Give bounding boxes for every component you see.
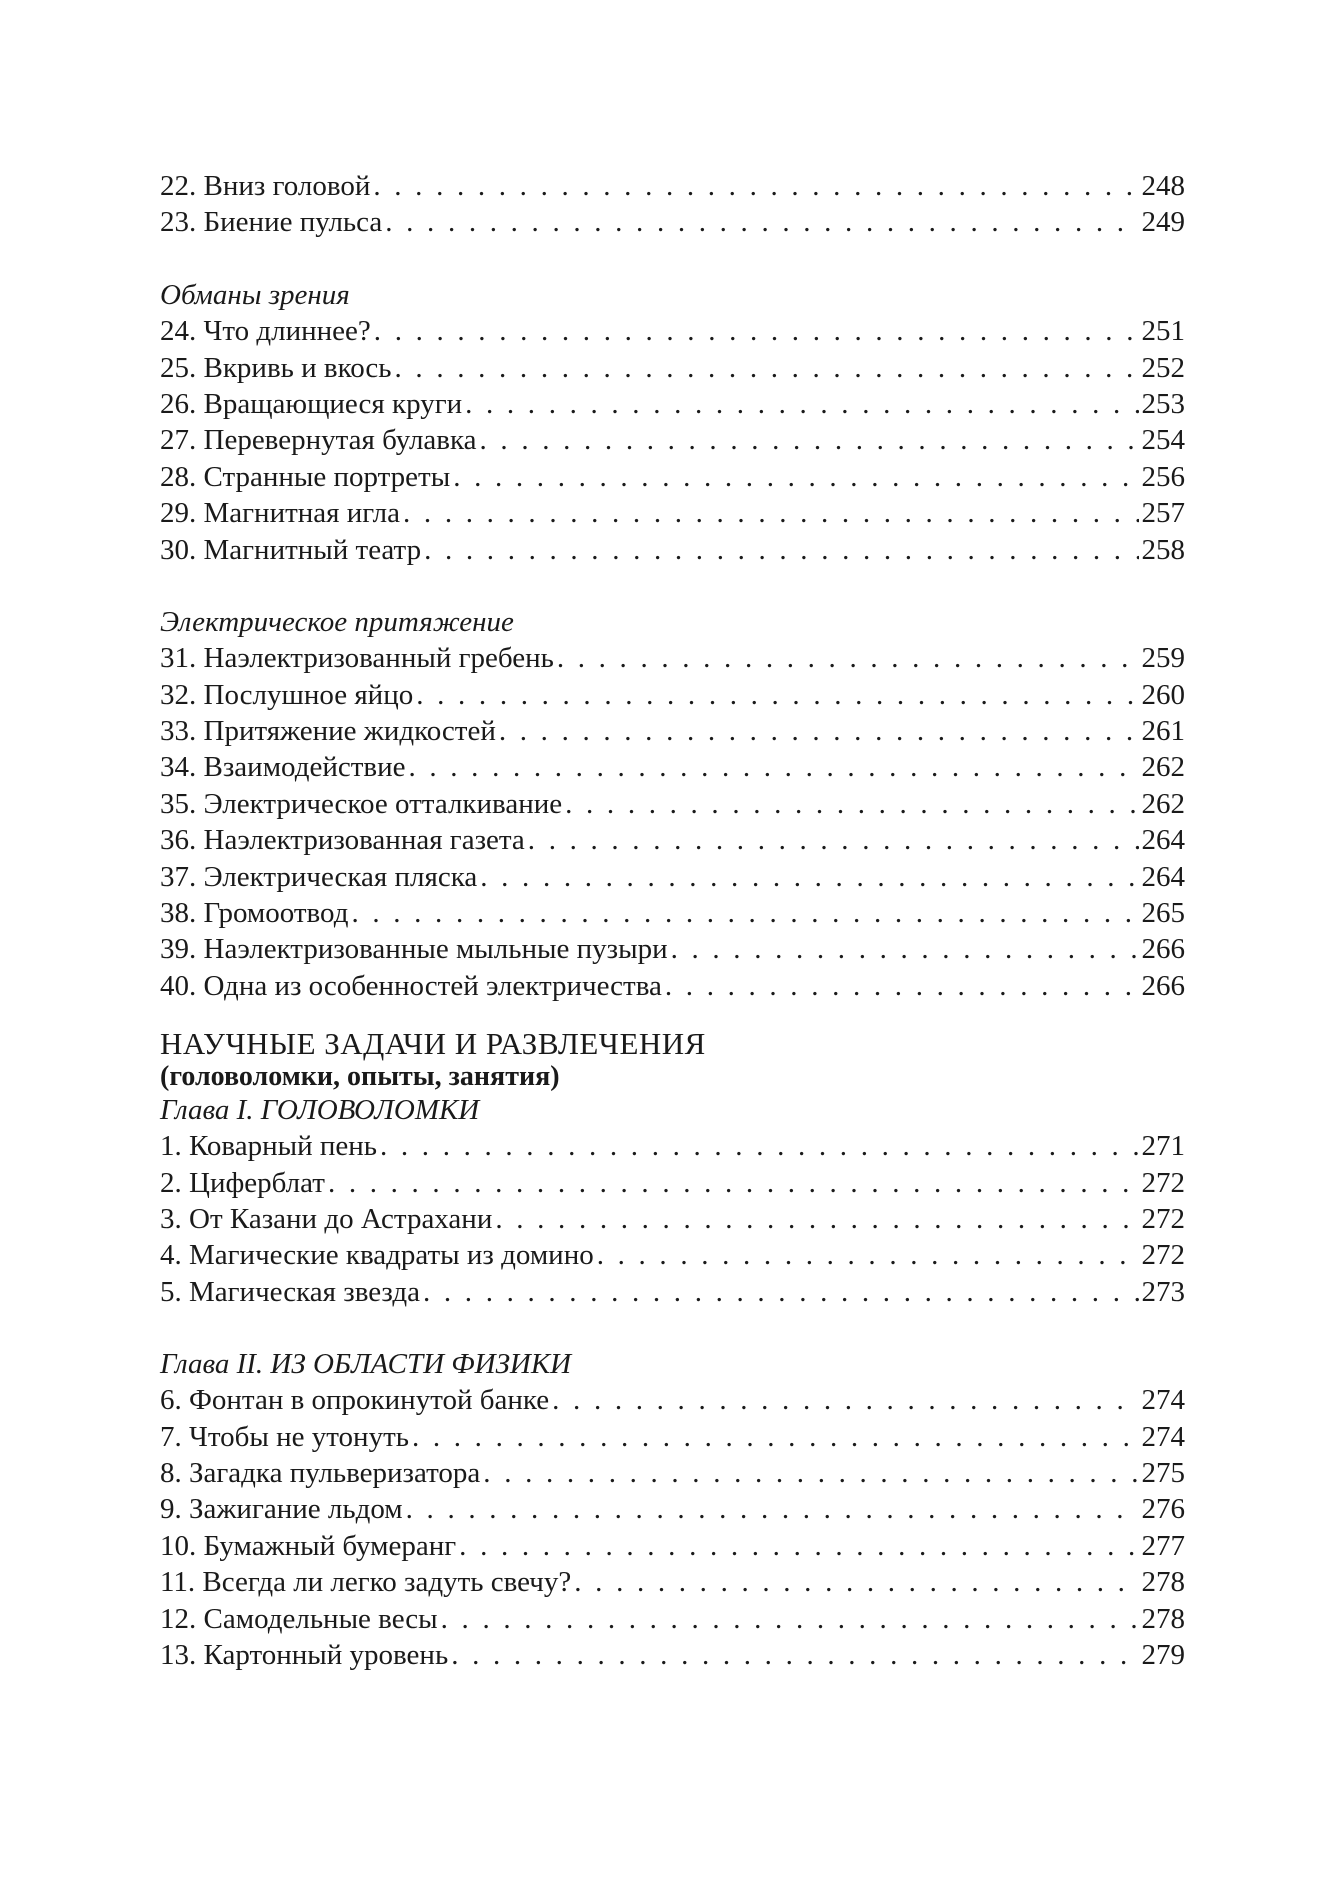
toc-entry[interactable] bbox=[160, 1382, 1185, 1418]
dot-leader bbox=[483, 1455, 1138, 1491]
toc-entry-page: 254 bbox=[1141, 424, 1185, 457]
toc-entry[interactable] bbox=[160, 1128, 1185, 1164]
toc-entry-page: 264 bbox=[1141, 824, 1185, 857]
toc-entry-page: 249 bbox=[1141, 206, 1185, 239]
dot-leader bbox=[465, 386, 1138, 422]
toc-entry-title: 40. Одна из особенностей электричества bbox=[160, 969, 662, 1002]
dot-leader bbox=[552, 1382, 1138, 1418]
toc-entry-page: 276 bbox=[1141, 1493, 1185, 1526]
toc-entry[interactable] bbox=[160, 204, 1185, 240]
dot-leader bbox=[351, 895, 1138, 931]
toc-chapter-2 bbox=[160, 1346, 1185, 1673]
toc-entry-title: 34. Взаимодействие bbox=[160, 751, 406, 784]
toc-entry-page: 278 bbox=[1141, 1566, 1185, 1599]
toc-entry-title: 1. Коварный пень bbox=[160, 1130, 377, 1163]
toc-entry[interactable] bbox=[160, 1419, 1185, 1455]
chapter-heading: Глава I. ГОЛОВОЛОМКИ bbox=[160, 1094, 480, 1127]
table-of-contents bbox=[160, 168, 1185, 1673]
toc-group-electric-attraction bbox=[160, 604, 1185, 1004]
toc-entry-title: 5. Магическая звезда bbox=[160, 1275, 420, 1308]
toc-entry-page: 272 bbox=[1141, 1239, 1185, 1272]
toc-entry-title: 13. Картонный уровень bbox=[160, 1638, 449, 1671]
toc-entry[interactable] bbox=[160, 1637, 1185, 1673]
toc-entry-title: 22. Вниз головой bbox=[160, 170, 371, 202]
dot-leader bbox=[395, 350, 1139, 386]
toc-entry-title: 7. Чтобы не утонуть bbox=[160, 1420, 409, 1453]
toc-entry[interactable] bbox=[160, 1455, 1185, 1491]
toc-entry[interactable] bbox=[160, 1528, 1185, 1564]
dot-leader bbox=[557, 640, 1139, 676]
dot-leader bbox=[480, 859, 1138, 895]
dot-leader bbox=[385, 204, 1138, 240]
dot-leader bbox=[459, 1528, 1138, 1564]
toc-entry-title: 35. Электрическое отталкивание bbox=[160, 787, 563, 820]
toc-entry[interactable] bbox=[160, 931, 1185, 967]
toc-part-header bbox=[160, 1026, 1185, 1092]
toc-entry-title: 37. Электрическая пляска bbox=[160, 860, 478, 893]
spacer bbox=[160, 241, 1185, 277]
toc-entry-title: 28. Странные портреты bbox=[160, 460, 451, 493]
toc-entry[interactable] bbox=[160, 313, 1185, 349]
section-heading: Электрическое притяжение bbox=[160, 605, 514, 638]
toc-entry[interactable] bbox=[160, 895, 1185, 931]
dot-leader bbox=[403, 495, 1138, 531]
toc-entry-page: 277 bbox=[1141, 1529, 1185, 1562]
dot-leader bbox=[451, 1637, 1138, 1673]
toc-entry-page: 274 bbox=[1141, 1384, 1185, 1417]
toc-entry-page: 260 bbox=[1141, 678, 1185, 711]
toc-entry-title: 8. Загадка пульверизатора bbox=[160, 1456, 481, 1489]
toc-entry[interactable] bbox=[160, 1564, 1185, 1600]
toc-entry[interactable] bbox=[160, 1491, 1185, 1527]
part-title: НАУЧНЫЕ ЗАДАЧИ И РАЗВЛЕЧЕНИЯ bbox=[160, 1026, 706, 1062]
toc-entry[interactable] bbox=[160, 1601, 1185, 1637]
section-heading: Обманы зрения bbox=[160, 278, 350, 311]
toc-entry-title: 36. Наэлектризованная газета bbox=[160, 824, 525, 857]
spacer bbox=[160, 568, 1185, 604]
toc-entry-page: 272 bbox=[1141, 1166, 1185, 1199]
toc-entry-title: 4. Магические квадраты из домино bbox=[160, 1239, 594, 1272]
toc-entry-title: 33. Притяжение жидкостей bbox=[160, 715, 496, 748]
toc-entry-title: 2. Циферблат bbox=[160, 1166, 325, 1199]
toc-entry-page: 266 bbox=[1141, 933, 1185, 966]
dot-leader bbox=[374, 313, 1139, 349]
toc-entry-page: 259 bbox=[1141, 642, 1185, 675]
toc-entry-page: 253 bbox=[1141, 387, 1185, 420]
toc-entry[interactable] bbox=[160, 422, 1185, 458]
toc-entry-title: 12. Самодельные весы bbox=[160, 1602, 438, 1635]
spacer bbox=[160, 1310, 1185, 1346]
dot-leader bbox=[480, 422, 1139, 458]
toc-entry[interactable] bbox=[160, 677, 1185, 713]
toc-entry-page: 265 bbox=[1141, 897, 1185, 930]
dot-leader bbox=[441, 1601, 1139, 1637]
toc-entry[interactable] bbox=[160, 640, 1185, 676]
spacer bbox=[160, 1004, 1185, 1026]
toc-entry-page: 262 bbox=[1141, 787, 1185, 820]
toc-entry-page: 252 bbox=[1141, 351, 1185, 384]
dot-leader bbox=[423, 1274, 1139, 1310]
toc-entry-title: 11. Всегда ли легко задуть свечу? bbox=[160, 1566, 572, 1599]
toc-entry-page: 273 bbox=[1141, 1275, 1185, 1308]
toc-entry[interactable] bbox=[160, 1165, 1185, 1201]
toc-entry-page: 279 bbox=[1141, 1638, 1185, 1671]
toc-entry-title: 31. Наэлектризованный гребень bbox=[160, 642, 554, 675]
dot-leader bbox=[453, 459, 1138, 495]
toc-entry-page: 266 bbox=[1141, 969, 1185, 1002]
toc-entry-title: 27. Перевернутая булавка bbox=[160, 424, 477, 457]
dot-leader bbox=[406, 1491, 1139, 1527]
toc-group-physiology bbox=[160, 168, 1185, 241]
toc-entry[interactable] bbox=[160, 859, 1185, 895]
toc-entry-title: 29. Магнитная игла bbox=[160, 497, 401, 530]
dot-leader bbox=[416, 677, 1138, 713]
toc-entry-page: 278 bbox=[1141, 1602, 1185, 1635]
toc-entry-title: 26. Вращающиеся круги bbox=[160, 387, 463, 420]
toc-entry-title: 6. Фонтан в опрокинутой банке bbox=[160, 1384, 550, 1417]
toc-entry[interactable] bbox=[160, 786, 1185, 822]
dot-leader bbox=[408, 749, 1138, 785]
toc-group-optical-illusions bbox=[160, 277, 1185, 568]
toc-entry-page: 257 bbox=[1141, 497, 1185, 530]
toc-entry-title: 3. От Казани до Астрахани bbox=[160, 1202, 493, 1235]
dot-leader bbox=[528, 822, 1139, 858]
toc-entry[interactable] bbox=[160, 168, 1185, 204]
toc-entry-page: 261 bbox=[1141, 715, 1185, 748]
toc-entry-title: 10. Бумажный бумеранг bbox=[160, 1529, 457, 1562]
dot-leader bbox=[597, 1237, 1139, 1273]
toc-entry-page: 262 bbox=[1141, 751, 1185, 784]
toc-entry[interactable] bbox=[160, 532, 1185, 568]
toc-entry-title: 25. Вкривь и вкось bbox=[160, 351, 392, 384]
dot-leader bbox=[380, 1128, 1139, 1164]
dot-leader bbox=[424, 532, 1138, 568]
toc-entry-page: 264 bbox=[1141, 860, 1185, 893]
toc-entry[interactable] bbox=[160, 350, 1185, 386]
toc-entry-page: 272 bbox=[1141, 1202, 1185, 1235]
toc-entry[interactable] bbox=[160, 713, 1185, 749]
toc-entry-page: 256 bbox=[1141, 460, 1185, 493]
toc-entry-page: 248 bbox=[1141, 170, 1185, 202]
toc-entry-page: 275 bbox=[1141, 1456, 1185, 1489]
part-subtitle: (головоломки, опыты, занятия) bbox=[160, 1061, 560, 1093]
toc-entry-title: 32. Послушное яйцо bbox=[160, 678, 414, 711]
toc-chapter-1 bbox=[160, 1092, 1185, 1310]
toc-entry[interactable] bbox=[160, 968, 1185, 1004]
toc-entry-title: 9. Зажигание льдом bbox=[160, 1493, 403, 1526]
dot-leader bbox=[328, 1165, 1139, 1201]
dot-leader bbox=[565, 786, 1138, 822]
toc-entry-page: 258 bbox=[1141, 533, 1185, 566]
toc-entry[interactable] bbox=[160, 1274, 1185, 1310]
dot-leader bbox=[665, 968, 1139, 1004]
dot-leader bbox=[499, 713, 1139, 749]
toc-entry[interactable] bbox=[160, 822, 1185, 858]
toc-entry[interactable] bbox=[160, 1237, 1185, 1273]
dot-leader bbox=[373, 168, 1138, 204]
toc-entry-title: 39. Наэлектризованные мыльные пузыри bbox=[160, 933, 668, 966]
toc-entry-page: 274 bbox=[1141, 1420, 1185, 1453]
toc-entry-title: 23. Биение пульса bbox=[160, 206, 383, 239]
toc-entry-title: 30. Магнитный театр bbox=[160, 533, 422, 566]
toc-entry[interactable] bbox=[160, 749, 1185, 785]
toc-entry[interactable] bbox=[160, 495, 1185, 531]
toc-entry[interactable] bbox=[160, 1201, 1185, 1237]
dot-leader bbox=[671, 931, 1139, 967]
toc-entry[interactable] bbox=[160, 459, 1185, 495]
toc-entry[interactable] bbox=[160, 386, 1185, 422]
chapter-heading: Глава II. ИЗ ОБЛАСТИ ФИЗИКИ bbox=[160, 1348, 572, 1381]
toc-entry-page: 271 bbox=[1141, 1130, 1185, 1163]
toc-entry-page: 251 bbox=[1141, 315, 1185, 348]
toc-entry-title: 24. Что длиннее? bbox=[160, 315, 371, 348]
dot-leader bbox=[412, 1419, 1139, 1455]
toc-entry-title: 38. Громоотвод bbox=[160, 897, 349, 930]
dot-leader bbox=[574, 1564, 1138, 1600]
dot-leader bbox=[495, 1201, 1138, 1237]
